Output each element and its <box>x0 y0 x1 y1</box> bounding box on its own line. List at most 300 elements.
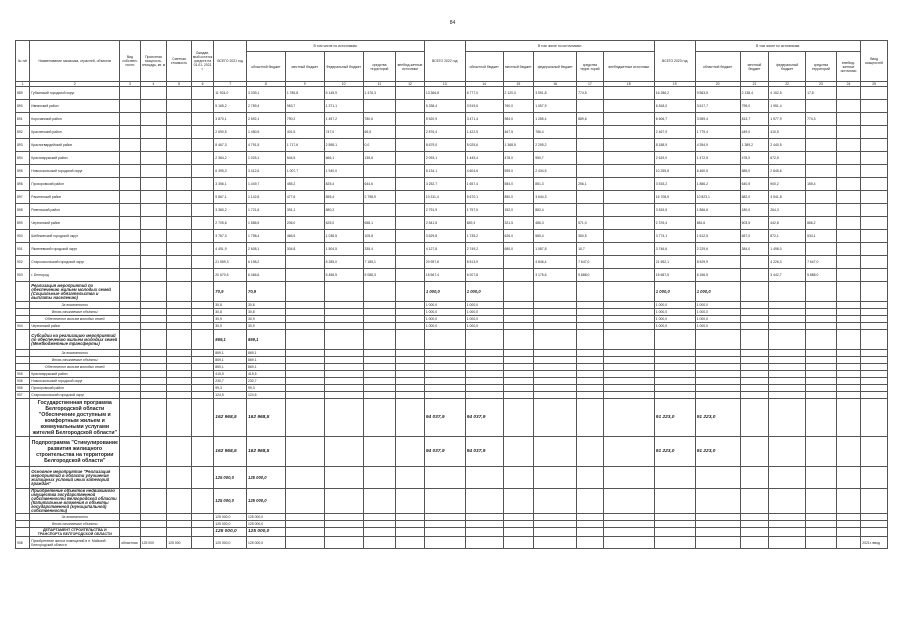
cell-col-24 <box>836 392 861 399</box>
row-name: Чернянский район <box>30 323 120 330</box>
cell-col-24 <box>836 139 861 152</box>
cell-col-20 <box>695 330 740 350</box>
cell-col-6 <box>191 282 213 302</box>
sub-row <box>16 392 888 399</box>
row-number: 906 <box>16 385 30 392</box>
cell-col-21: 640,5 <box>740 178 769 191</box>
row-number <box>16 437 30 467</box>
cell-col-8: 3 412,6 <box>246 165 285 178</box>
cell-col-24 <box>836 302 861 309</box>
cell-col-16 <box>534 364 577 371</box>
cell-col-16 <box>534 514 577 521</box>
cell-col-23 <box>806 371 837 378</box>
cell-col-23 <box>806 302 837 309</box>
cell-col-22: 1 951,4 <box>769 100 806 113</box>
row-number: 898 <box>16 204 30 217</box>
cell-col-19: 3 746,6 <box>654 243 695 256</box>
cell-col-9 <box>285 256 324 269</box>
cell-col-17 <box>577 165 604 178</box>
cell-col-9: 466,5 <box>285 230 324 243</box>
cell-col-10 <box>324 521 363 528</box>
cell-col-6 <box>191 100 213 113</box>
cell-col-3 <box>120 399 140 437</box>
cell-col-25 <box>861 87 888 100</box>
cell-col-16 <box>534 350 577 357</box>
cell-col-21 <box>740 316 769 323</box>
col-number: 9 <box>285 82 324 87</box>
cell-col-14: 3 471,4 <box>465 113 503 126</box>
district-row <box>16 204 888 217</box>
cell-col-25 <box>861 191 888 204</box>
cell-col-16 <box>534 357 577 364</box>
cell-col-23 <box>806 437 837 467</box>
cell-col-16 <box>534 392 577 399</box>
cell-col-17 <box>577 528 604 537</box>
cell-col-13: 5 338,4 <box>424 100 465 113</box>
cell-col-6 <box>191 399 213 437</box>
cell-col-5 <box>167 330 192 350</box>
cell-col-24 <box>836 165 861 178</box>
cell-col-9 <box>285 269 324 282</box>
cell-col-12 <box>396 191 425 204</box>
cell-col-21 <box>740 399 769 437</box>
cell-col-9 <box>285 378 324 385</box>
cell-col-6 <box>191 489 213 514</box>
cell-col-15: 1 368,5 <box>503 139 534 152</box>
col-number: 14 <box>465 82 503 87</box>
cell-col-12 <box>396 282 425 302</box>
cell-col-15: 584,0 <box>503 178 534 191</box>
cell-col-3 <box>120 302 140 309</box>
cell-col-18 <box>603 357 654 364</box>
row-name: Краснояружский район <box>30 371 120 378</box>
cell-col-3 <box>120 165 140 178</box>
cell-col-12 <box>396 126 425 139</box>
cell-col-10 <box>324 392 363 399</box>
cell-col-5 <box>167 357 192 364</box>
cell-col-12 <box>396 399 425 437</box>
cell-col-6 <box>191 323 213 330</box>
cell-col-6 <box>191 256 213 269</box>
cell-col-6 <box>191 521 213 528</box>
cell-col-21: 885,0 <box>740 165 769 178</box>
cell-col-12 <box>396 537 425 549</box>
cell-col-16 <box>534 316 577 323</box>
cell-col-6 <box>191 309 213 316</box>
col-total23-header: ВСЕГО 2023 год <box>654 41 695 82</box>
cell-col-3 <box>120 204 140 217</box>
cell-col-13 <box>424 489 465 514</box>
col-number: 5 <box>167 82 192 87</box>
cell-col-7: 30,9 <box>214 316 247 323</box>
row-name: Основное мероприятие "Реализация мероприятий в области улучшения жилищных условий иных категорий граждан" <box>30 467 120 489</box>
cell-col-22: 2 440,5 <box>769 139 806 152</box>
cell-col-5: 125 000 <box>167 537 192 549</box>
cell-col-15 <box>503 514 534 521</box>
cell-col-4 <box>140 191 167 204</box>
cell-col-11 <box>363 282 396 302</box>
cell-col-23 <box>806 330 837 350</box>
row-name: За возможности <box>30 350 120 357</box>
cell-col-15 <box>503 399 534 437</box>
cell-col-22 <box>769 437 806 467</box>
cell-col-19: 15 687,5 <box>654 269 695 282</box>
cell-col-25 <box>861 521 888 528</box>
cell-col-10 <box>324 378 363 385</box>
cell-col-13 <box>424 378 465 385</box>
col-cap-header: Проектная мощность, площадь, кв. м <box>140 41 167 82</box>
cell-col-11 <box>363 302 396 309</box>
cell-col-17 <box>577 323 604 330</box>
cell-col-3 <box>120 364 140 371</box>
cell-col-5 <box>167 437 192 467</box>
cell-col-10: 666,1 <box>324 152 363 165</box>
cell-col-25 <box>861 330 888 350</box>
cell-col-6 <box>191 316 213 323</box>
district-row <box>16 243 888 256</box>
cell-col-18 <box>603 309 654 316</box>
cell-col-23 <box>806 282 837 302</box>
cell-col-9 <box>285 364 324 371</box>
cell-col-13 <box>424 521 465 528</box>
cell-col-6 <box>191 350 213 357</box>
cell-col-16: 486,3 <box>534 217 577 230</box>
cell-col-5 <box>167 113 192 126</box>
cell-col-8: 125 000,0 <box>246 521 285 528</box>
cell-col-4 <box>140 217 167 230</box>
cell-col-13: 3 252,7 <box>424 178 465 191</box>
cell-col-20 <box>695 392 740 399</box>
cell-col-13: 2 541,5 <box>424 217 465 230</box>
cell-col-14 <box>465 514 503 521</box>
col-number: 19 <box>654 82 695 87</box>
cell-col-8: 6 466,6 <box>246 269 285 282</box>
cell-col-23 <box>806 537 837 549</box>
district-row <box>16 178 888 191</box>
cell-col-6 <box>191 230 213 243</box>
cell-col-4 <box>140 243 167 256</box>
cell-col-16: 786,4 <box>534 126 577 139</box>
cell-col-24 <box>836 230 861 243</box>
cell-col-22: 900,2 <box>769 178 806 191</box>
cell-col-17 <box>577 126 604 139</box>
cell-col-15 <box>503 302 534 309</box>
row-number <box>16 316 30 323</box>
row-number: 897 <box>16 191 30 204</box>
cell-col-25 <box>861 385 888 392</box>
cell-col-19 <box>654 378 695 385</box>
cell-col-20: 2 229,6 <box>695 243 740 256</box>
cell-col-8: 2 608,1 <box>246 243 285 256</box>
cell-col-20: 3 559,4 <box>695 113 740 126</box>
cell-col-20: 1 866,6 <box>695 204 740 217</box>
cell-col-18 <box>603 371 654 378</box>
cell-col-15 <box>503 309 534 316</box>
cell-col-15 <box>503 364 534 371</box>
cell-col-16 <box>534 467 577 489</box>
cell-col-12 <box>396 100 425 113</box>
cell-col-17 <box>577 399 604 437</box>
cell-col-21 <box>740 364 769 371</box>
cell-col-24 <box>836 521 861 528</box>
cell-col-20 <box>695 371 740 378</box>
cell-col-8: 6 198,2 <box>246 256 285 269</box>
cell-col-22: 3 442,7 <box>769 269 806 282</box>
c21-vneb-header: внебюд-жетные источники <box>396 52 425 82</box>
cell-col-16: 950,7 <box>534 152 577 165</box>
cell-col-25 <box>861 371 888 378</box>
cell-col-12 <box>396 514 425 521</box>
cell-col-5 <box>167 87 192 100</box>
cell-col-4 <box>140 126 167 139</box>
cell-col-14: 1 000,0 <box>465 309 503 316</box>
cell-col-6 <box>191 364 213 371</box>
cell-col-14 <box>465 467 503 489</box>
row-name: Красногвардейский район <box>30 139 120 152</box>
cell-col-22 <box>769 316 806 323</box>
cell-col-18 <box>603 316 654 323</box>
cell-col-8: 125 000,0 <box>246 528 285 537</box>
cell-col-11: 335,4 <box>363 243 396 256</box>
cell-col-7: 5 165,2 <box>214 100 247 113</box>
row-name: Яковлевский городской округ <box>30 243 120 256</box>
cell-col-20: 91 223,0 <box>695 437 740 467</box>
cell-col-11 <box>363 489 396 514</box>
cell-col-23: 7 647,0 <box>806 256 837 269</box>
cell-col-16: 1 057,9 <box>534 100 577 113</box>
row-name: ДЕПАРТАМЕНТ СТРОИТЕЛЬСТВА И ТРАНСПОРТА БЕЛГОРОДСКОЙ ОБЛАСТИ <box>30 528 120 537</box>
cell-col-17 <box>577 385 604 392</box>
cell-col-21 <box>740 282 769 302</box>
cell-col-9 <box>285 537 324 549</box>
cell-col-18 <box>603 489 654 514</box>
cell-col-23 <box>806 316 837 323</box>
cell-col-10 <box>324 302 363 309</box>
cell-col-12 <box>396 230 425 243</box>
cell-col-18 <box>603 528 654 537</box>
row-name: За возможности <box>30 302 120 309</box>
cell-col-17: 10,7 <box>577 243 604 256</box>
row-name: Новооскольский городской округ <box>30 378 120 385</box>
row-name: Новооскольский городской округ <box>30 165 120 178</box>
cell-col-14 <box>465 364 503 371</box>
cell-col-16: 851,3 <box>534 178 577 191</box>
col-number: 17 <box>577 82 604 87</box>
cell-col-13 <box>424 350 465 357</box>
cell-col-3 <box>120 521 140 528</box>
cell-col-4 <box>140 139 167 152</box>
cell-col-25 <box>861 350 888 357</box>
cell-col-10: 1 038,5 <box>324 230 363 243</box>
cell-col-19 <box>654 467 695 489</box>
group23-header: В том числе по источникам: <box>695 41 861 52</box>
cell-col-24 <box>836 537 861 549</box>
cell-col-17 <box>577 309 604 316</box>
cell-col-9: 544,5 <box>285 152 324 165</box>
cell-col-15 <box>503 392 534 399</box>
cell-col-15: 152,0 <box>503 204 534 217</box>
cell-col-25: 2021г. ввод <box>861 537 888 549</box>
cell-col-4 <box>140 350 167 357</box>
cell-col-23: 155,4 <box>806 178 837 191</box>
cell-col-18 <box>603 243 654 256</box>
row-name: Красненский район <box>30 126 120 139</box>
cell-col-5 <box>167 178 192 191</box>
cell-col-18 <box>603 302 654 309</box>
cell-col-8: 30,8 <box>246 309 285 316</box>
cell-col-6 <box>191 371 213 378</box>
cell-col-11: 780,6 <box>363 113 396 126</box>
cell-col-8: 125 000,0 <box>246 467 285 489</box>
cell-col-24 <box>836 152 861 165</box>
cell-col-17 <box>577 191 604 204</box>
row-name: Вновь начинаемые объекты <box>30 309 120 316</box>
cell-col-19 <box>654 364 695 371</box>
sub-row <box>16 371 888 378</box>
cell-col-14 <box>465 357 503 364</box>
cell-col-6 <box>191 437 213 467</box>
row-number: 902 <box>16 256 30 269</box>
cell-col-12 <box>396 350 425 357</box>
cell-col-11 <box>363 528 396 537</box>
cell-col-21: 503,5 <box>740 217 769 230</box>
sub-row <box>16 364 888 371</box>
cell-col-13 <box>424 514 465 521</box>
cell-col-3 <box>120 323 140 330</box>
cell-col-8: 99,3 <box>246 385 285 392</box>
cell-col-9: 963,7 <box>285 100 324 113</box>
cell-col-8: 70,9 <box>246 282 285 302</box>
cell-col-19: 16 286,2 <box>654 87 695 100</box>
cell-col-23 <box>806 323 837 330</box>
cell-col-20: 4 354,9 <box>695 139 740 152</box>
cell-col-22 <box>769 309 806 316</box>
cell-col-11: 135,6 <box>363 152 396 165</box>
cell-col-24 <box>836 100 861 113</box>
cell-col-23 <box>806 309 837 316</box>
cell-col-7: 3 380,2 <box>214 204 247 217</box>
cell-col-17 <box>577 437 604 467</box>
cell-col-4 <box>140 364 167 371</box>
cell-col-12 <box>396 87 425 100</box>
cell-col-3 <box>120 467 140 489</box>
c22-mest-header: местный бюджет <box>503 52 534 82</box>
cell-col-7: 3 870,1 <box>214 113 247 126</box>
cell-col-15: 595,0 <box>503 165 534 178</box>
cell-col-9 <box>285 357 324 364</box>
sub-row <box>16 378 888 385</box>
cell-col-7: 869,1 <box>214 364 247 371</box>
district-row <box>16 217 888 230</box>
cell-col-8: 1 586,5 <box>246 217 285 230</box>
cell-col-12 <box>396 378 425 385</box>
cell-col-7: 869,1 <box>214 357 247 364</box>
cell-col-3 <box>120 100 140 113</box>
cell-col-4 <box>140 514 167 521</box>
cell-col-17 <box>577 371 604 378</box>
cell-col-7: 125 000,0 <box>214 521 247 528</box>
cell-col-5 <box>167 521 192 528</box>
cell-col-23 <box>806 350 837 357</box>
cell-col-20 <box>695 489 740 514</box>
cell-col-24 <box>836 514 861 521</box>
cell-col-22 <box>769 330 806 350</box>
cell-col-11 <box>363 165 396 178</box>
cell-col-15 <box>503 437 534 467</box>
cell-col-18 <box>603 521 654 528</box>
cell-col-13 <box>424 371 465 378</box>
cell-col-17: 256,1 <box>577 178 604 191</box>
cell-col-25 <box>861 399 888 437</box>
section-row <box>16 282 888 302</box>
cell-col-17 <box>577 100 604 113</box>
cell-col-10 <box>324 371 363 378</box>
cell-col-13: 13 366,8 <box>424 87 465 100</box>
cell-col-24 <box>836 87 861 100</box>
cell-col-15 <box>503 323 534 330</box>
cell-col-21 <box>740 521 769 528</box>
cell-col-6 <box>191 217 213 230</box>
row-name: Чернянский район <box>30 217 120 230</box>
cell-col-11 <box>363 204 396 217</box>
row-name: Старооскольский городской округ <box>30 256 120 269</box>
cell-col-9 <box>285 309 324 316</box>
cell-col-15: 680,0 <box>503 243 534 256</box>
cell-col-15 <box>503 282 534 302</box>
cell-col-22 <box>769 399 806 437</box>
cell-col-18 <box>603 256 654 269</box>
cell-col-6 <box>191 537 213 549</box>
cell-col-11 <box>363 364 396 371</box>
cell-col-11 <box>363 537 396 549</box>
cell-col-20: 1 000,0 <box>695 323 740 330</box>
cell-col-10 <box>324 350 363 357</box>
district-row <box>16 139 888 152</box>
cell-col-14: 1 000,0 <box>465 323 503 330</box>
cell-col-23 <box>806 385 837 392</box>
cell-col-6 <box>191 330 213 350</box>
cell-col-21: 882,0 <box>740 191 769 204</box>
group22-header: В том числе по источникам: <box>465 41 654 52</box>
cell-col-4 <box>140 87 167 100</box>
cell-col-18 <box>603 165 654 178</box>
subprogram-row <box>16 437 888 467</box>
cell-col-23: 866,2 <box>806 217 837 230</box>
district-row <box>16 152 888 165</box>
cell-col-11 <box>363 385 396 392</box>
cell-col-22 <box>769 392 806 399</box>
cell-col-17 <box>577 350 604 357</box>
row-name: Подпрограмма "Стимулирование развития жилищного строительства на территории Белгородской области" <box>30 437 120 467</box>
cell-col-10: 5 456,5 <box>324 269 363 282</box>
cell-col-12 <box>396 371 425 378</box>
cell-col-24 <box>836 350 861 357</box>
cell-col-21 <box>740 528 769 537</box>
cell-col-17 <box>577 139 604 152</box>
cell-col-24 <box>836 113 861 126</box>
cell-col-10 <box>324 323 363 330</box>
cell-col-24 <box>836 316 861 323</box>
cell-col-14: 5 670,1 <box>465 191 503 204</box>
cell-col-25 <box>861 152 888 165</box>
cell-col-13: 2 791,9 <box>424 204 465 217</box>
cell-col-20 <box>695 378 740 385</box>
row-number <box>16 357 30 364</box>
cell-col-21: 180,0 <box>740 204 769 217</box>
cell-col-25 <box>861 100 888 113</box>
cell-col-23 <box>806 467 837 489</box>
cell-col-21 <box>740 392 769 399</box>
